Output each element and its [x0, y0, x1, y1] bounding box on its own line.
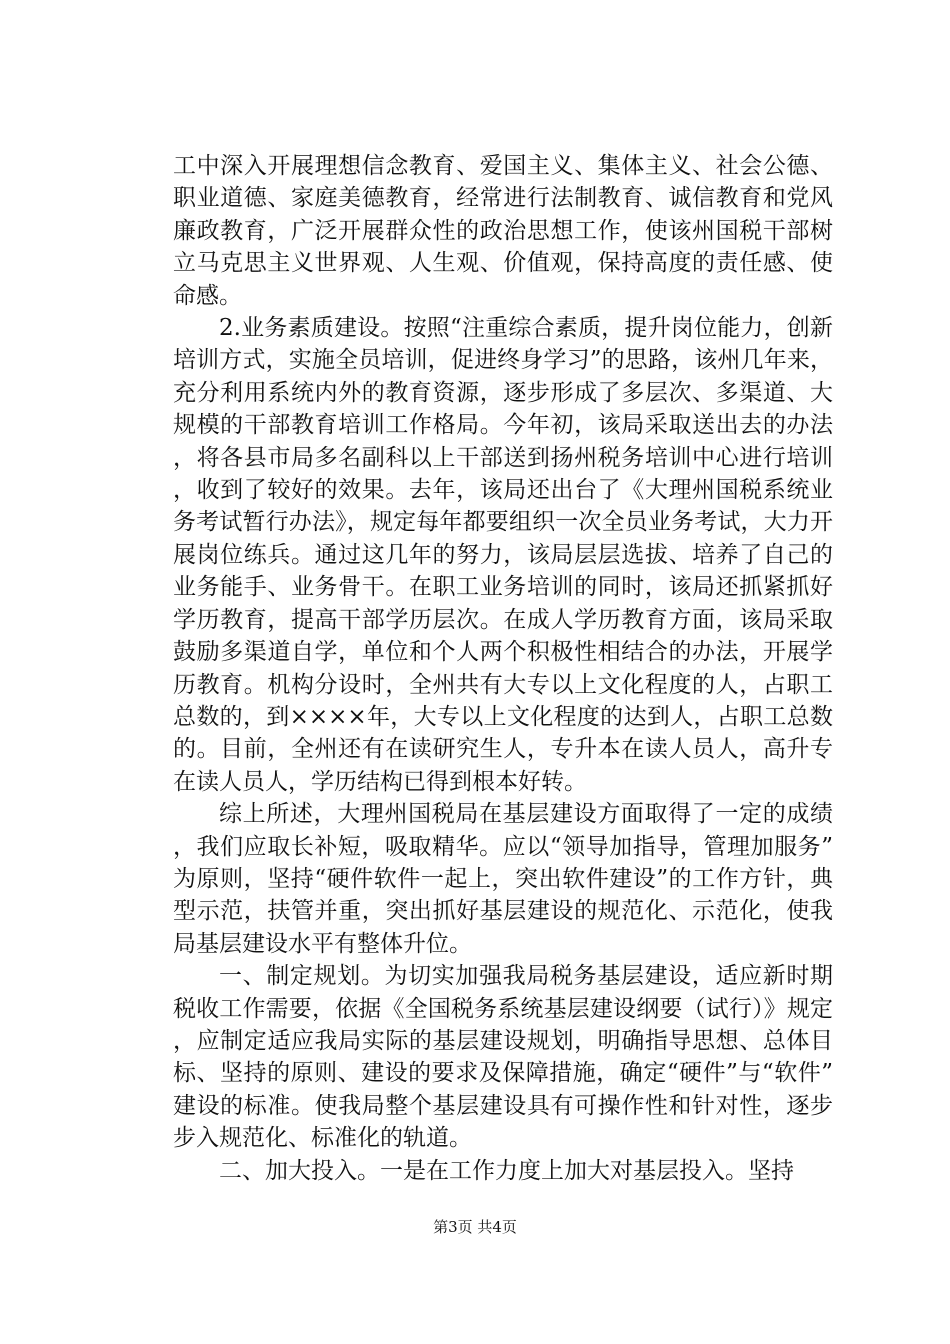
body-paragraph: 一、制定规划。为切实加强我局税务基层建设，适应新时期税收工作需要，依据《全国税务系统基层建设纲要（试行）》规定，应制定适应我局实际的基层建设规划，明确指导思想、总体目标、坚持的原则、建设的要求及保障措施，确定“硬件”与“软件”建设的标准。使我局整个基层建设具有可操作性和针对性，逐步步入规范化、标准化的轨道。	[173, 963, 833, 1152]
body-paragraph: 综上所述，大理州国税局在基层建设方面取得了一定的成绩，我们应取长补短，吸取精华。应以“领导加指导，管理加服务”为原则，坚持“硬件软件一起上，突出软件建设”的工作方针，典型示范，扶管并重，突出抓好基层建设的规范化、示范化，使我局基层建设水平有整体升位。	[173, 801, 833, 957]
document-body	[173, 150, 833, 1187]
page-number: 第3页 共4页	[433, 1218, 517, 1236]
body-paragraph: 工中深入开展理想信念教育、爱国主义、集体主义、社会公德、职业道德、家庭美德教育，经常进行法制教育、诚信教育和党风廉政教育，广泛开展群众性的政治思想工作，使该州国税干部树立马克思主义世界观、人生观、价值观，保持高度的责任感、使命感。	[173, 153, 833, 309]
body-paragraph: 二、加大投入。一是在工作力度上加大对基层投入。坚持	[219, 1157, 794, 1184]
body-paragraph: 2.业务素质建设。按照“注重综合素质，提升岗位能力，创新培训方式，实施全员培训，促进终身学习”的思路，该州几年来，充分利用系统内外的教育资源，逐步形成了多层次、多渠道、大规模的干部教育培训工作格局。今年初，该局采取送出去的办法，将各县市局多名副科以上干部送到扬州税务培训中心进行培训，收到了较好的效果。去年，该局还出台了《大理州国税系统业务考试暂行办法》，规定每年都要组织一次全员业务考试，大力开展岗位练兵。通过这几年的努力，该局层层选拔、培养了自己的业务能手、业务骨干。在职工业务培训的同时，该局还抓紧抓好学历教育，提高干部学历层次。在成人学历教育方面，该局采取鼓励多渠道自学，单位和个人两个积极性相结合的办法，开展学历教育。机构分设时，全州共有大专以上文化程度的人，占职工总数的，到××××年，大专以上文化程度的达到人，占职工总数的。目前，全州还有在读研究生人，专升本在读人员人，高升专在读人员人，学历结构已得到根本好转。	[173, 315, 833, 795]
page-footer	[0, 1216, 950, 1237]
